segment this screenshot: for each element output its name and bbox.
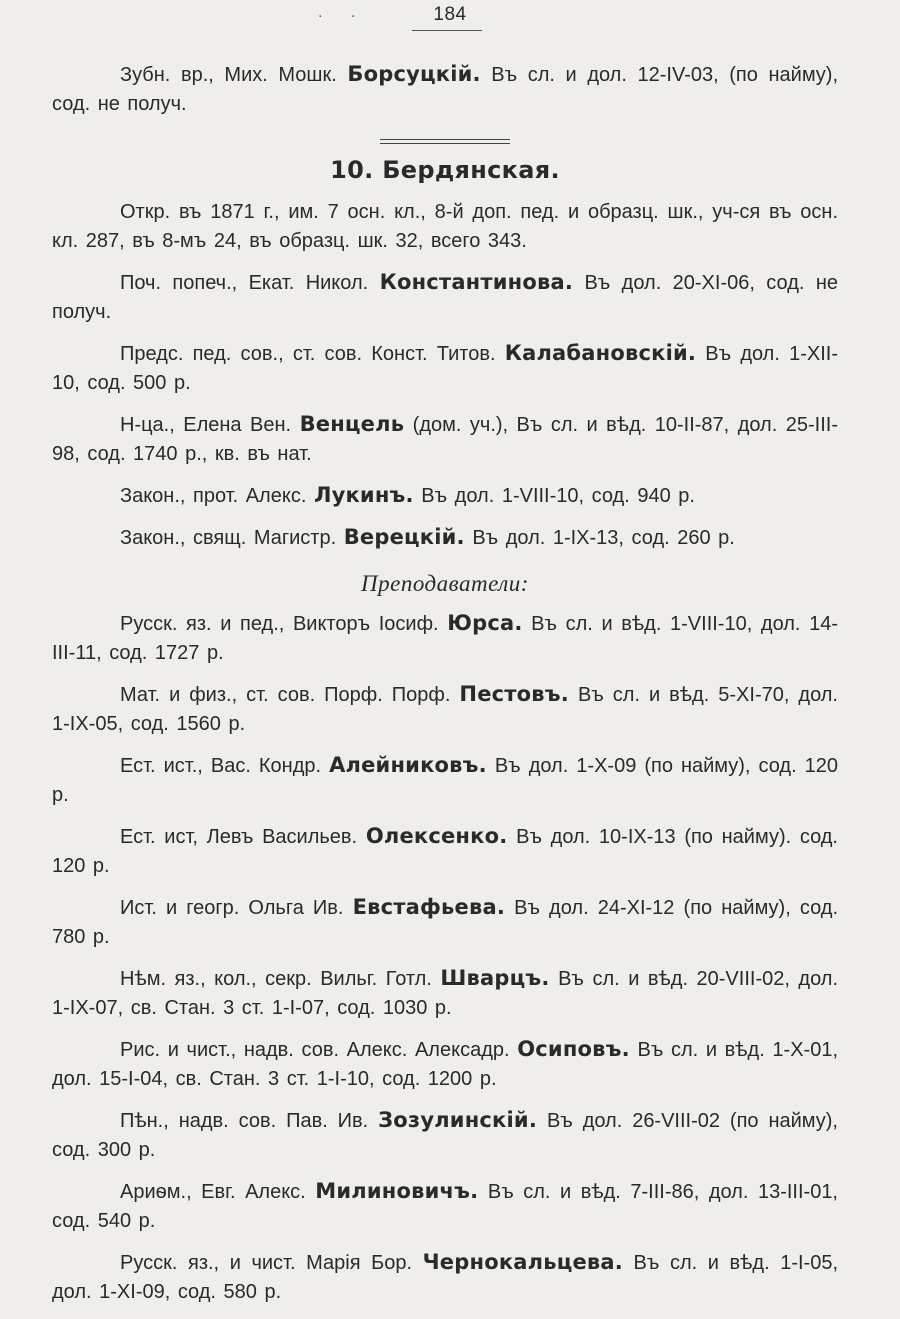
- entry-lead: Закон., свящ. Магистр.: [120, 527, 337, 549]
- page-number: 184: [433, 4, 467, 25]
- entry-lead: Ест. ист, Левъ Васильев.: [120, 826, 358, 848]
- entry-lead: Русск. яз. и пед., Викторъ Іосиф.: [120, 613, 439, 635]
- entry-rest: Въ дол. 1-VIII-10, сод. 940 р.: [421, 485, 695, 507]
- entry-rest: Въ дол. 1-XII-10, сод. 500 р.: [52, 343, 838, 394]
- entry-name: Алейниковъ.: [329, 753, 487, 777]
- entry-rest: Въ дол. 20-XI-06, сод. не получ.: [52, 272, 838, 323]
- teacher-entry: [52, 1106, 838, 1165]
- entry-name: Чернокальцева.: [422, 1250, 623, 1274]
- teacher-entry: [52, 1248, 838, 1307]
- entry-rest: Въ дол. 10-IX-13 (по найму). сод. 120 р.: [52, 826, 838, 877]
- teacher-entry: [52, 751, 838, 810]
- entry-lead: Ест. ист., Вас. Кондр.: [120, 755, 322, 777]
- entry-name: Зозулинскій.: [378, 1108, 538, 1132]
- entry-lead: Ист. и геогр. Ольга Ив.: [120, 897, 344, 919]
- section-divider: [380, 139, 510, 144]
- entry-rest: Въ сл. и вѣд. 1-X-01, дол. 15-I-04, св. Стан. 3 ст. 1-I-10, сод. 1200 р.: [52, 1039, 838, 1090]
- entry-rest: Въ сл. и дол. 12-IV-03, (по найму), сод. не получ.: [52, 64, 839, 115]
- entry-name: Пестовъ.: [459, 682, 569, 706]
- teachers-heading: Преподаватели:: [361, 571, 529, 596]
- staff-entry: [52, 339, 838, 398]
- teacher-entry: [52, 893, 838, 952]
- entry-lead: Рис. и чист., надв. сов. Алекс. Алексадр.: [120, 1039, 510, 1061]
- entry-rest: (дом. уч.), Въ сл. и вѣд. 10-II-87, дол. 25-III-98, сод. 1740 р., кв. въ нат.: [52, 414, 838, 465]
- entry-name: Борсуцкій.: [347, 62, 481, 86]
- entry-lead: Нѣм. яз., кол., секр. Вильг. Готл.: [120, 968, 432, 990]
- entry-name: Венцель: [299, 412, 405, 436]
- entry-name: Милиновичъ.: [315, 1179, 479, 1203]
- teacher-entry: [52, 1177, 838, 1236]
- entry-lead: Ариѳм., Евг. Алекс.: [120, 1181, 306, 1203]
- entry-rest: Въ дол. 26-VIII-02 (по найму), сод. 300 р.: [52, 1110, 838, 1161]
- school-info-entry: [52, 198, 838, 256]
- entry-name: Осиповъ.: [517, 1037, 630, 1061]
- page-dots: . .: [318, 4, 368, 21]
- entry-lead: Зубн. вр., Мих. Мошк.: [120, 64, 337, 86]
- entry-name: Константинова.: [379, 270, 574, 294]
- entry-name: Лукинъ.: [313, 483, 414, 507]
- entry-lead: Мат. и физ., ст. сов. Порф. Порф.: [120, 684, 451, 706]
- entry-rest: Въ дол. 24-XI-12 (по найму), сод. 780 р.: [52, 897, 838, 948]
- teacher-entry: [52, 680, 838, 739]
- entry-lead: Откр. въ 1871 г., им. 7 осн. кл., 8-й доп. пед. и образц. шк., уч-ся въ осн. кл. 287, въ 8-мъ 24, въ образц. шк. 32, всего 343.: [52, 201, 838, 252]
- section-title: 10. Бердянская.: [330, 156, 560, 184]
- intro-entry: [52, 60, 838, 119]
- entry-name: Евстафьева.: [352, 895, 505, 919]
- staff-entry: [52, 410, 838, 469]
- staff-entry: [52, 268, 838, 327]
- entry-lead: Н-ца., Елена Вен.: [120, 414, 292, 436]
- teacher-entry: [52, 609, 838, 668]
- entry-rest: Въ сл. и вѣд. 5-XI-70, дол. 1-IX-05, сод. 1560 р.: [52, 684, 838, 735]
- entry-lead: Пѣн., надв. сов. Пав. Ив.: [120, 1110, 369, 1132]
- entry-lead: Предс. пед. сов., ст. сов. Конст. Титов.: [120, 343, 496, 365]
- entry-lead: Закон., прот. Алекс.: [120, 485, 307, 507]
- entry-rest: Въ сл. и вѣд. 1-VIII-10, дол. 14-III-11, сод. 1727 р.: [52, 613, 839, 664]
- teacher-entry: [52, 964, 838, 1023]
- page-number-rule: [412, 30, 482, 31]
- teacher-entry: [52, 822, 838, 881]
- entry-name: Шварцъ.: [440, 966, 550, 990]
- entry-lead: Русск. яз., и чист. Марія Бор.: [120, 1252, 413, 1274]
- staff-entry: [52, 523, 838, 553]
- entry-rest: Въ дол. 1-IX-13, сод. 260 р.: [472, 527, 735, 549]
- entry-lead: Поч. попеч., Екат. Никол.: [120, 272, 369, 294]
- page-content: [52, 60, 838, 1319]
- entry-name: Юрса.: [447, 611, 523, 635]
- entry-name: Верецкій.: [343, 525, 465, 549]
- staff-entry: [52, 481, 838, 511]
- entry-rest: Въ дол. 1-X-09 (по найму), сод. 120 р.: [52, 755, 838, 806]
- entry-name: Олексенко.: [365, 824, 508, 848]
- entry-rest: Въ сл. и вѣд. 1-I-05, дол. 1-XI-09, сод. 580 р.: [52, 1252, 839, 1303]
- teacher-entry: [52, 1035, 838, 1094]
- entry-rest: Въ сл. и вѣд. 20-VIII-02, дол. 1-IX-07, св. Стан. 3 ст. 1-I-07, сод. 1030 р.: [52, 968, 839, 1019]
- entry-name: Калабановскій.: [504, 341, 697, 365]
- entry-rest: Въ сл. и вѣд. 7-III-86, дол. 13-III-01, сод. 540 р.: [52, 1181, 838, 1232]
